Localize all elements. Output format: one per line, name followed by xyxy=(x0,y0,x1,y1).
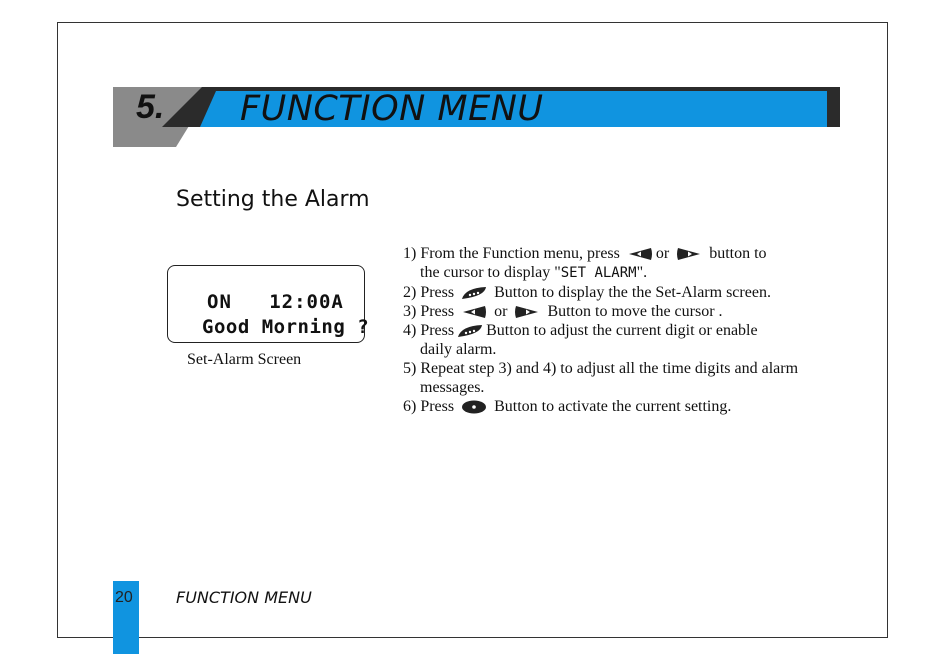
page-subtitle: Setting the Alarm xyxy=(176,187,370,212)
step-4-text: 4) Press xyxy=(403,322,455,339)
step-4-text-b: Button to adjust the current digit or enable xyxy=(486,322,758,339)
step-1-text-d: ". xyxy=(636,264,648,281)
step-1-cont xyxy=(403,263,843,283)
step-2-text-b: Button to display the the Set-Alarm screen. xyxy=(494,284,771,301)
step-1-text-b: button to xyxy=(709,245,767,262)
step-4-cont xyxy=(403,340,843,359)
lcd-line-1: ON 12:00A xyxy=(207,291,344,313)
step-5-cont xyxy=(403,378,843,397)
right-arrow-button-icon xyxy=(514,305,540,319)
step-5-text-b: messages. xyxy=(420,379,485,396)
step-1-text: 1) From the Function menu, press xyxy=(403,245,620,262)
step-3-text: 3) Press xyxy=(403,303,455,320)
page-number: 20 xyxy=(115,589,133,606)
step-4-text-c: daily alarm. xyxy=(420,341,497,358)
step-3-text-b: Button to move the cursor . xyxy=(547,303,723,320)
step-3-or: or xyxy=(494,303,508,320)
step-6-text-b: Button to activate the current setting. xyxy=(494,398,732,415)
step-4 xyxy=(403,321,843,340)
step-1-or: or xyxy=(655,245,670,262)
step-2-text: 2) Press xyxy=(403,284,455,301)
step-6 xyxy=(403,397,843,416)
step-3 xyxy=(403,302,843,321)
menu-button-icon xyxy=(457,324,483,338)
step-2 xyxy=(403,283,843,302)
left-arrow-button-icon xyxy=(461,305,487,319)
instruction-steps xyxy=(403,244,843,416)
step-5 xyxy=(403,359,843,378)
lcd-caption: Set-Alarm Screen xyxy=(187,351,302,368)
step-1-text-c: the cursor to display " xyxy=(420,264,561,281)
lcd-line-2: Good Morning ? xyxy=(202,316,370,338)
left-arrow-button-icon xyxy=(627,247,653,261)
step-1-mono: SET ALARM xyxy=(560,265,637,281)
right-arrow-button-icon xyxy=(676,247,702,261)
section-title: FUNCTION MENU xyxy=(240,89,544,129)
section-number: 5. xyxy=(136,88,165,126)
step-5-text: 5) Repeat step 3) and 4) to adjust all the time digits and alarm xyxy=(403,360,799,377)
ok-button-icon xyxy=(461,400,487,414)
step-6-text: 6) Press xyxy=(403,398,455,415)
menu-button-icon xyxy=(461,286,487,300)
step-1 xyxy=(403,244,843,263)
footer-title: FUNCTION MENU xyxy=(176,588,312,607)
